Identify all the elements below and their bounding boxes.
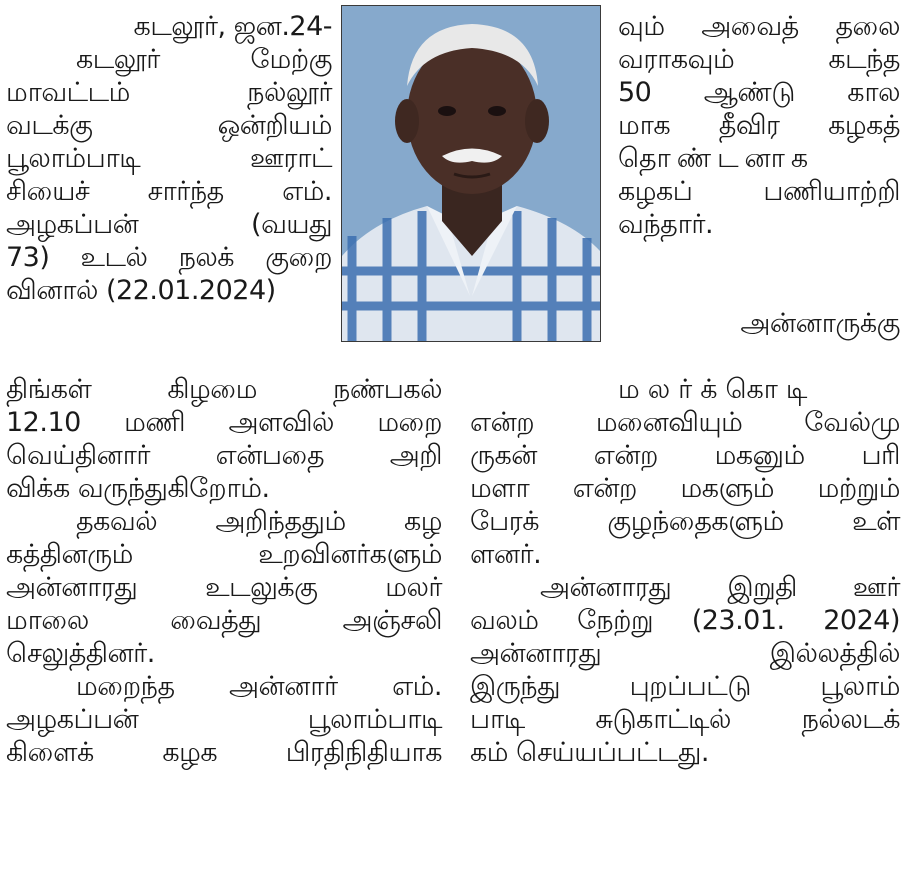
article-line: என்ற மனைவியும் வேல்மு	[470, 407, 900, 438]
article-line: அழகப்பன் (வயது	[6, 209, 332, 240]
article-line: அன்னாருக்கு	[740, 308, 900, 339]
right-column-bottom	[470, 373, 900, 769]
article-line: வெய்தினார் என்பதை அறி	[6, 440, 442, 471]
article-line: 12.10 மணி அளவில் மறை	[6, 407, 442, 438]
article-line: அழகப்பன் பூலாம்பாடி	[6, 704, 442, 735]
article-line: அன்னாரது இல்லத்தில்	[470, 638, 900, 669]
article-line: மலர்க்கொடி	[618, 374, 816, 405]
left-column-top	[6, 10, 332, 307]
article-line: பாடி சுடுகாட்டில் நல்லடக்	[470, 704, 900, 735]
article-line: ளனர்.	[470, 539, 542, 570]
dateline: கடலூர், ஜன.24-	[133, 11, 332, 42]
article-line: மாக தீவிர கழகத்	[618, 110, 900, 141]
portrait-photo	[341, 5, 601, 342]
article-line: கத்தினரும் உறவினர்களும்	[6, 539, 442, 570]
article-line: பேரக் குழந்தைகளும் உள்	[470, 506, 900, 537]
portrait-icon	[342, 6, 600, 341]
article-line: கழகப் பணியாற்றி	[618, 176, 900, 207]
article-line: செலுத்தினர்.	[6, 638, 155, 669]
right-column-top	[618, 10, 900, 241]
article-line: வினால் (22.01.2024)	[6, 275, 276, 306]
article-line: சியைச் சார்ந்த எம்.	[6, 176, 332, 207]
article-line: 73) உடல் நலக் குறை	[6, 242, 332, 273]
right-column-mid	[618, 307, 900, 340]
article-line: வும் அவைத் தலை	[618, 11, 900, 42]
article-line: கிளைக் கழக பிரதிநிதியாக	[6, 737, 442, 768]
article-line: மளா என்ற மகளும் மற்றும்	[470, 473, 900, 504]
article-line: வடக்கு ஒன்றியம்	[6, 110, 332, 141]
article-line: இருந்து புறப்பட்டு பூலாம்	[470, 671, 900, 702]
article-line: திங்கள் கிழமை நண்பகல்	[6, 374, 442, 405]
article-line: 50 ஆண்டு கால	[618, 77, 900, 108]
article-line: பூலாம்பாடி ஊராட்	[6, 143, 332, 174]
article-line: கம் செய்யப்பட்டது.	[470, 737, 710, 768]
article-line: வந்தார்.	[618, 209, 714, 240]
article-line: கடலூர் மேற்கு	[76, 44, 332, 75]
article-line: தகவல் அறிந்ததும் கழ	[76, 506, 442, 537]
article-line: அன்னாரது உடலுக்கு மலர்	[6, 572, 442, 603]
article-line: வலம் நேற்று (23.01. 2024)	[470, 605, 900, 636]
article-line: மறைந்த அன்னார் எம்.	[76, 671, 442, 702]
article-line: மாவட்டம் நல்லூர்	[6, 77, 332, 108]
article-line: தொண்டனாக	[618, 143, 815, 174]
article-line: ருகன் என்ற மகனும் பரி	[470, 440, 900, 471]
left-column-bottom	[6, 373, 442, 769]
article-line: வராகவும் கடந்த	[618, 44, 900, 75]
article-line: அன்னாரது இறுதி ஊர்	[540, 572, 900, 603]
article-line: விக்க வருந்துகிறோம்.	[6, 473, 270, 504]
article-line: மாலை வைத்து அஞ்சலி	[6, 605, 442, 636]
